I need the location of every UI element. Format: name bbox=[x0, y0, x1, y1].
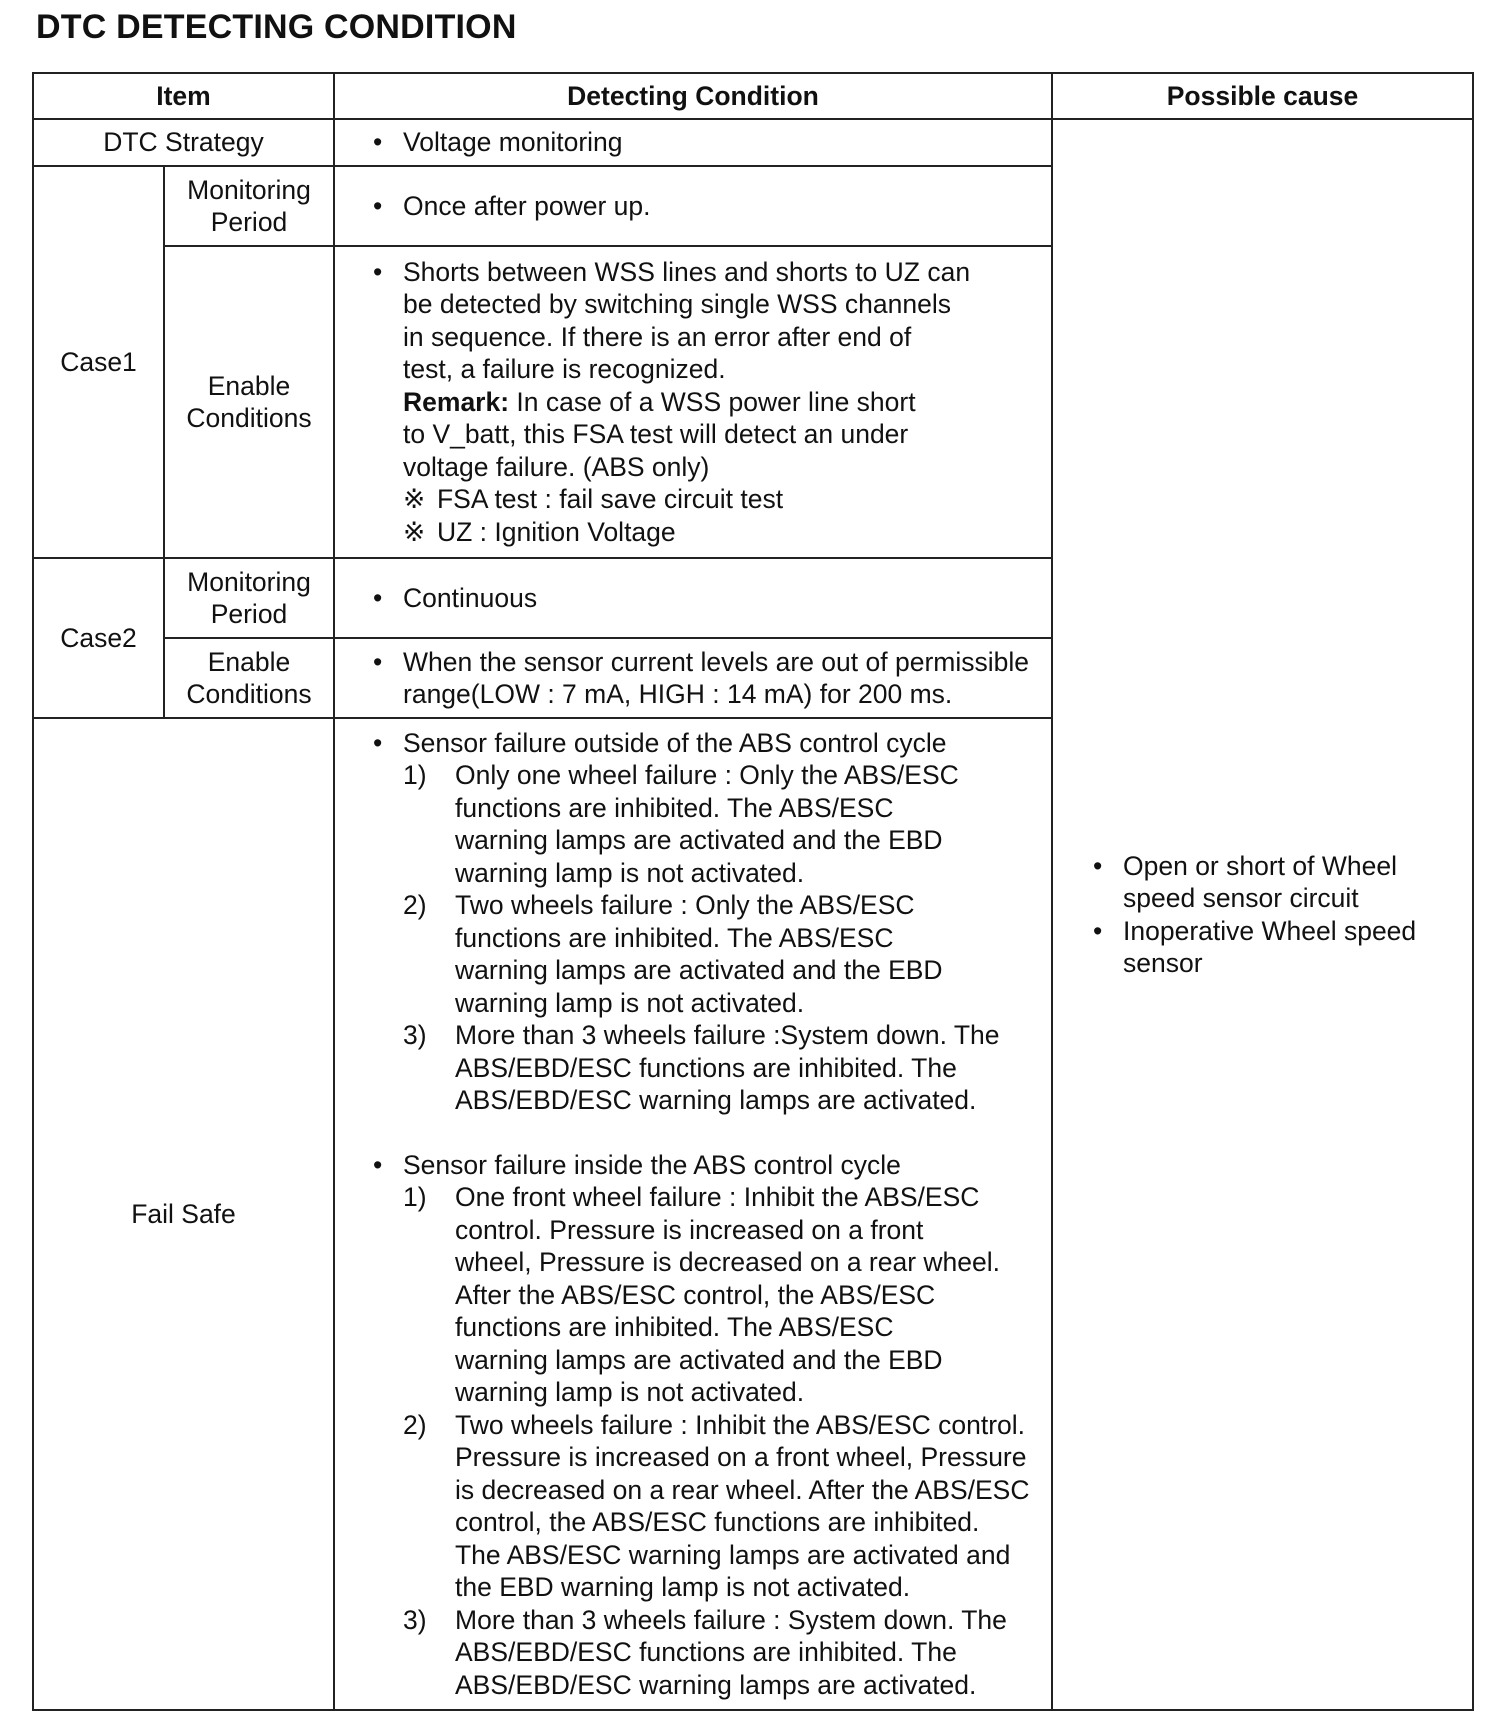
fail-safe-label: Fail Safe bbox=[33, 718, 334, 1710]
case1-remark: Remark: In case of a WSS power line short bbox=[403, 386, 916, 417]
case1-label: Case1 bbox=[33, 166, 164, 558]
header-possible-cause: Possible cause bbox=[1052, 73, 1473, 119]
case1-enable-condition: • Shorts between WSS lines and shorts to UZ can be detected by switching single WSS channels in sequence. If there is an error after end of test, a failure is recognized. Remark: In case of a WSS power line short to V_batt, this FSA test will detect an under voltage failure. (ABS only) ※ FSA test : fail save circuit test ※ UZ : Ignition Voltage bbox=[334, 246, 1052, 558]
dtc-strategy-row bbox=[33, 119, 1473, 166]
list-item: 1) One front wheel failure : Inhibit the ABS/ESC control. Pressure is increased on a front wheel, Pressure is decreased on a rear wheel. After the ABS/ESC control, the ABS/ESC functions are inhibited. The ABS/ESC warning lamps are activated and the EBD warning lamp is not activated. bbox=[403, 1182, 1001, 1408]
case1-note-uz: ※ UZ : Ignition Voltage bbox=[403, 516, 676, 547]
case2-monitoring-condition: • Continuous bbox=[334, 558, 1052, 638]
case1-enable-label: Enable Conditions bbox=[164, 246, 334, 558]
dtc-strategy-label: DTC Strategy bbox=[33, 119, 334, 166]
fail-safe-outside-heading: • Sensor failure outside of the ABS control cycle bbox=[371, 727, 1045, 760]
case1-enable-text: • Shorts between WSS lines and shorts to UZ can be detected by switching single WSS channels in sequence. If there is an error after end of test, a failure is recognized. bbox=[371, 256, 1045, 386]
dtc-strategy-text: • Voltage monitoring bbox=[371, 126, 1045, 159]
case2-enable-condition: • When the sensor current levels are out of permissible range(LOW : 7 mA, HIGH : 14 mA) for 200 ms. bbox=[334, 638, 1052, 718]
case2-enable-label: Enable Conditions bbox=[164, 638, 334, 718]
header-detecting-condition: Detecting Condition bbox=[334, 73, 1052, 119]
case2-monitoring-label: Monitoring Period bbox=[164, 558, 334, 638]
list-item: 2) Two wheels failure : Inhibit the ABS/ESC control. Pressure is increased on a front wheel, Pressure is decreased on a rear wheel. After the ABS/ESC control, the ABS/ESC functions are inhibited. The ABS/ESC warning lamps are activated and the EBD warning lamp is not activated. bbox=[403, 1409, 1030, 1603]
page-title: DTC DETECTING CONDITION bbox=[36, 8, 517, 46]
dtc-strategy-condition bbox=[334, 119, 1052, 166]
list-item: 1) Only one wheel failure : Only the ABS/ESC functions are inhibited. The ABS/ESC warning lamps are activated and the EBD warning lamp is not activated. bbox=[403, 760, 959, 888]
spacer bbox=[371, 1117, 1045, 1149]
possible-cause-cell bbox=[1052, 119, 1473, 1710]
list-item: 3) More than 3 wheels failure : System down. The ABS/EBD/ESC functions are inhibited. The ABS/EBD/ESC warning lamps are activated. bbox=[403, 1604, 1007, 1700]
dtc-condition-table bbox=[32, 72, 1474, 1711]
case2-label: Case2 bbox=[33, 558, 164, 718]
fail-safe-inside-heading: • Sensor failure inside the ABS control cycle bbox=[371, 1149, 1045, 1182]
fail-safe-condition bbox=[334, 718, 1052, 1710]
possible-cause-item: • Inoperative Wheel speed sensor bbox=[1091, 915, 1460, 980]
header-row bbox=[33, 73, 1473, 119]
possible-cause-item: • Open or short of Wheel speed sensor circuit bbox=[1091, 850, 1460, 915]
header-item: Item bbox=[33, 73, 334, 119]
case1-note-fsa: ※ FSA test : fail save circuit test bbox=[403, 484, 784, 515]
list-item: 3) More than 3 wheels failure :System down. The ABS/EBD/ESC functions are inhibited. The ABS/EBD/ESC warning lamps are activated. bbox=[403, 1020, 1000, 1116]
list-item: 2) Two wheels failure : Only the ABS/ESC functions are inhibited. The ABS/ESC warning lamps are activated and the EBD warning lamp is not activated. bbox=[403, 890, 943, 1018]
case1-monitoring-condition: • Once after power up. bbox=[334, 166, 1052, 246]
case1-monitoring-label: Monitoring Period bbox=[164, 166, 334, 246]
